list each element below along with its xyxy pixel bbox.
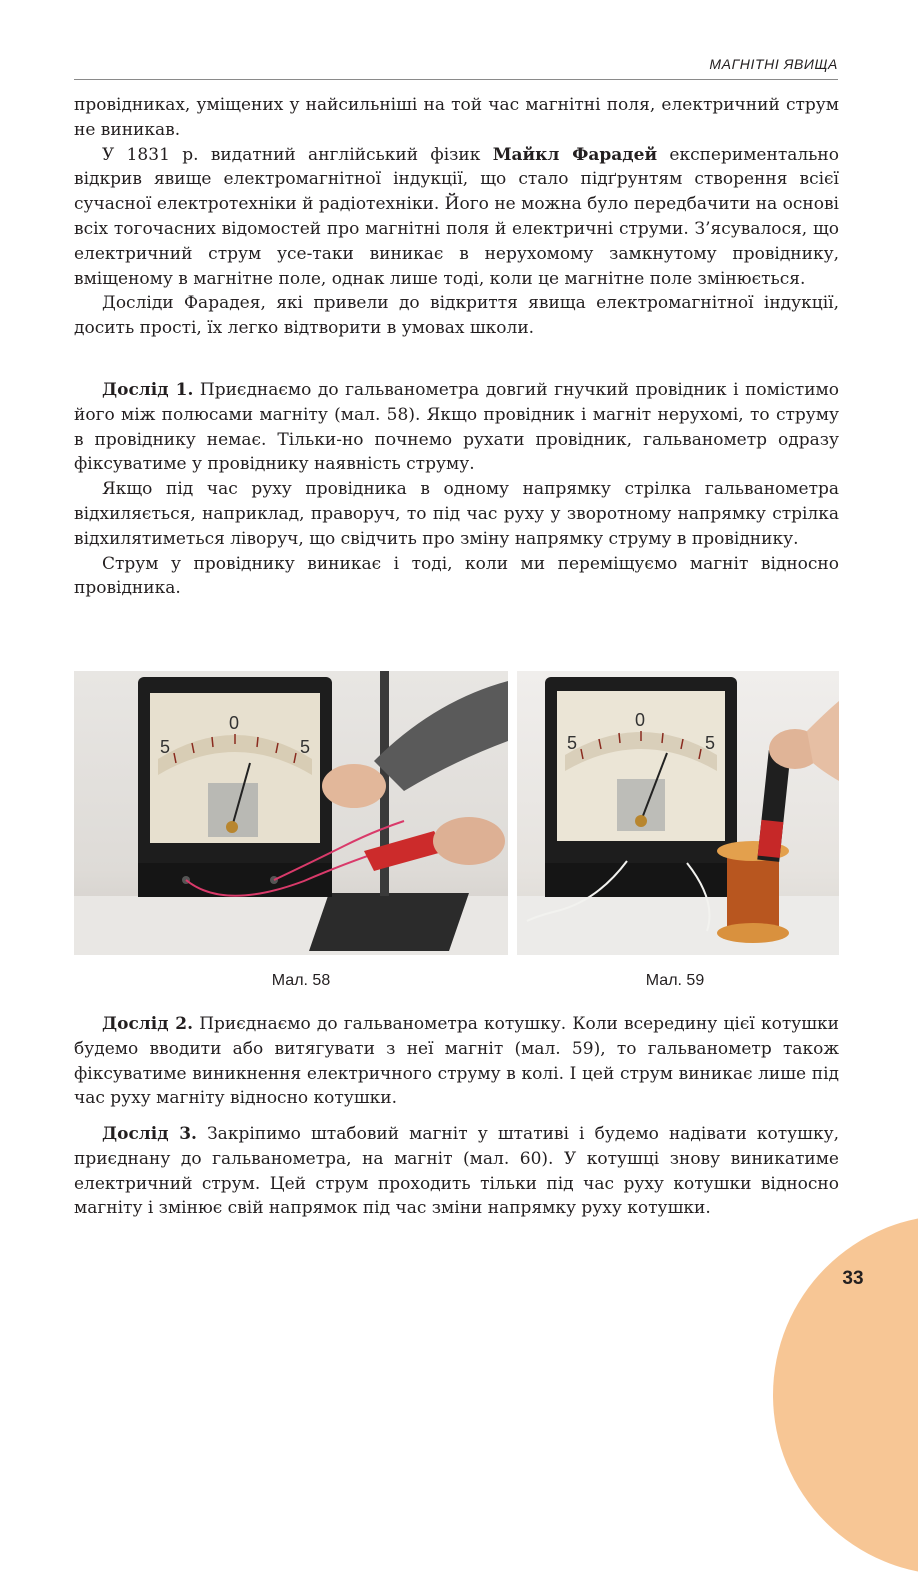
experiment-2-label: Дослід 2.: [102, 1014, 194, 1034]
galvanometer-wire-illustration: [74, 671, 508, 955]
figure-58-caption: Мал. 58: [271, 972, 331, 989]
paragraph: [74, 143, 839, 292]
paragraph: [74, 378, 839, 477]
scale-label-left: 5: [567, 733, 578, 753]
experiment-3-block: [74, 1122, 839, 1221]
galvanometer-base: [138, 863, 332, 897]
text-run: Приєднаємо до гальванометра котушку. Коли всередину цієї котушки будемо вводити або витягувати з неї магніт (мал. 59), то гальванометр також фіксуватиме виникнення електричного струму в колі. І цей струм виникає лише під час руху магніту відносно котушки.: [74, 1014, 839, 1109]
hand-left: [322, 764, 386, 808]
figure-58-photo: [74, 671, 508, 955]
header-rule: [74, 79, 838, 80]
scale-label-left: 5: [160, 737, 171, 757]
figure-59-caption: Мал. 59: [645, 972, 705, 989]
coil-bottom-flange: [717, 923, 789, 943]
sleeve: [374, 681, 508, 791]
paragraph: Якщо під час руху провідника в одному напрямку стрілка гальванометра відхиляється, наприклад, праворуч, то під час руху у зворотному напрямку стрілка відхилятиметься ліворуч, що свідчить про зміну напрямку струму в провіднику.: [74, 479, 839, 549]
experiment-2-block: [74, 1012, 839, 1111]
scale-label-zero: 0: [229, 713, 240, 733]
running-header: МАГНІТНІ ЯВИЩА: [709, 56, 838, 72]
paragraph: [74, 1122, 839, 1221]
paragraph: провідниках, уміщених у найсильніші на той час магнітні поля, електричний струм не виникав.: [74, 95, 839, 140]
coil-winding: [727, 851, 779, 931]
faraday-name: Майкл Фарадей: [492, 144, 658, 165]
figure-59-photo: [517, 671, 839, 955]
scale-label-right: 5: [300, 737, 311, 757]
paragraph: Струм у провіднику виникає і тоді, коли ми переміщуємо магніт відносно провідника.: [74, 553, 839, 599]
experiment-1-block: [74, 378, 839, 601]
text-block-top: [74, 93, 839, 341]
hand-right: [433, 817, 505, 865]
page-number: 33: [842, 1268, 864, 1289]
text-run: Закріпимо штабовий магніт у штативі і будемо надівати котушку, приєднану до гальванометра, на магніт (мал. 60). У котушці знову виникатиме електричний струм. Цей струм проходить тільки під час руху котушки відносно магніту і змінює свій напрямок під час зміни напрямку руху котушки.: [74, 1124, 839, 1219]
scale-label-right: 5: [705, 733, 716, 753]
galvanometer-coil-illustration: [517, 671, 839, 955]
experiment-1-label: Дослід 1.: [102, 380, 194, 400]
paragraph: Досліди Фарадея, які привели до відкриття явища електромагнітної індукції, досить прості, їх легко відтворити в умовах школи.: [74, 293, 839, 339]
meter-pivot: [226, 821, 238, 833]
stand-base: [309, 893, 469, 951]
meter-pivot: [635, 815, 647, 827]
paragraph: [74, 1012, 839, 1111]
scale-label-zero: 0: [635, 710, 646, 730]
table-surface: [517, 896, 839, 955]
text-run: У 1831 р. видатний англійський фізик: [102, 144, 493, 165]
galvanometer-base: [545, 863, 737, 897]
text-run: експериментально відкрив явище електромагнітної індукції, що стало підґрунтям створення всієї сучасної електротехніки й радіотехніки. Його не можна було передбачити на основі всіх тогочасних відомостей про магнітні поля й електричні струми. З’ясувалося, що електричний струм усе-таки виникає в нерухомому замкнутому провіднику, вміщеному в магнітне поле, однак лише тоді, коли це магнітне поле змінюється.: [74, 144, 839, 289]
bar-magnet-pole: [758, 820, 784, 858]
text-run: Приєднаємо до гальванометра довгий гнучкий провідник і помістимо його між полюсами магніту (мал. 58). Якщо провідник і магніт нерухомі, то струму в провіднику немає. Тільки-но почнемо рухати провідник, гальванометр одразу фіксуватиме у провіднику наявність струму.: [74, 380, 840, 475]
experiment-3-label: Дослід 3.: [102, 1124, 197, 1144]
